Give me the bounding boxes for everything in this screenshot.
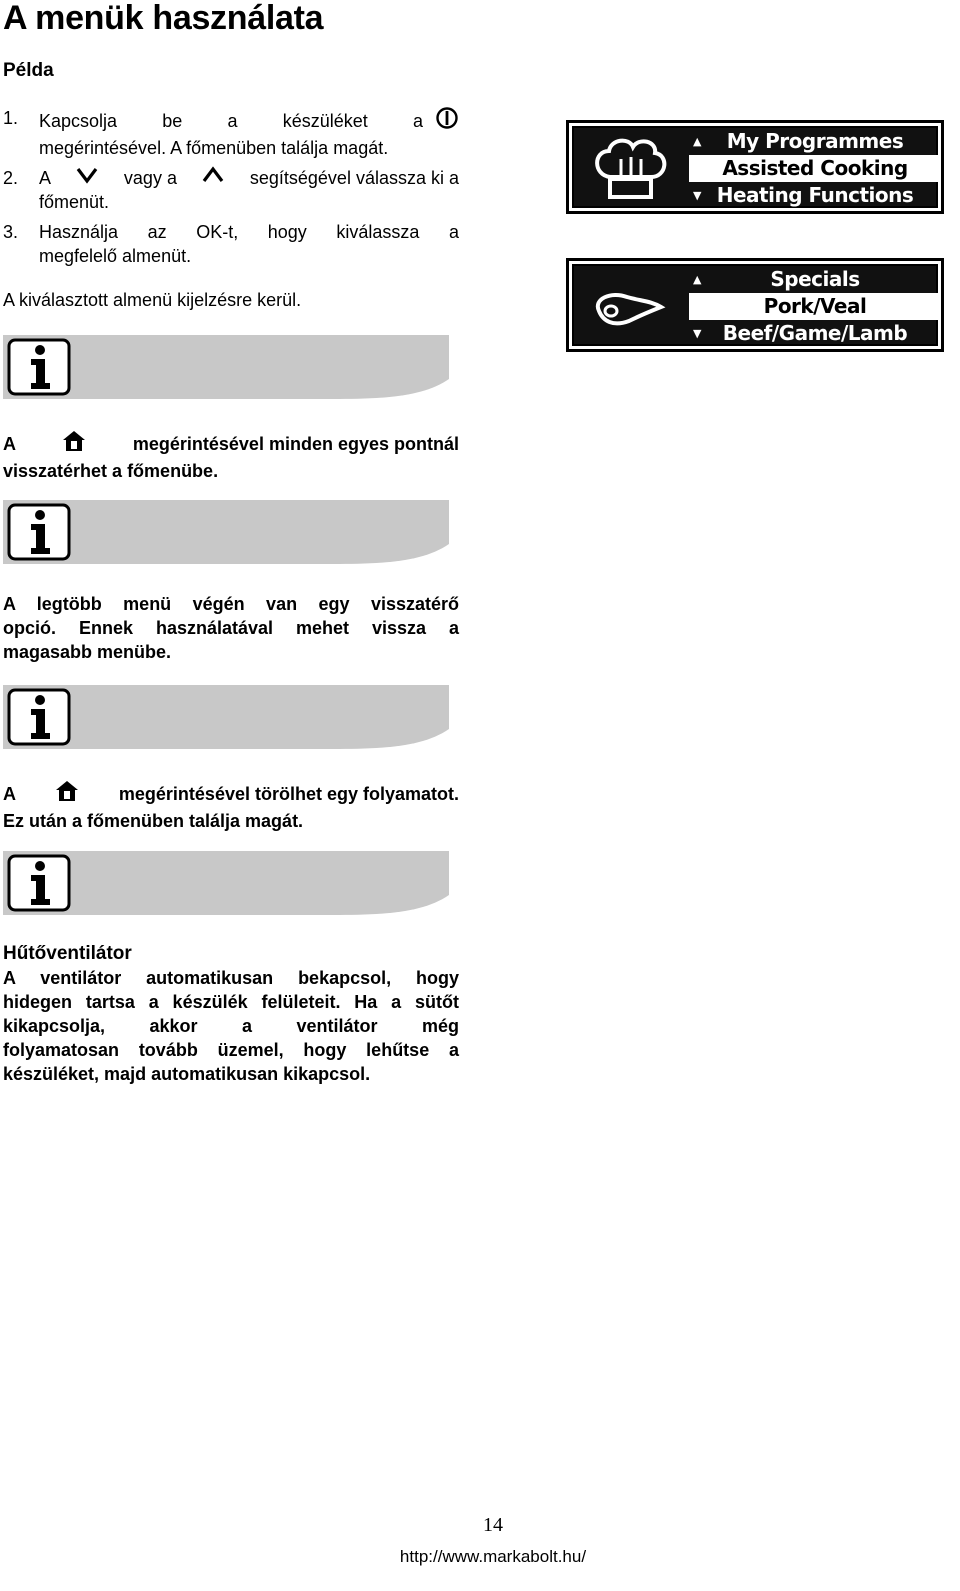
menu-row-selected: Pork/Veal bbox=[689, 293, 941, 320]
menu-row: ▼ Heating Functions bbox=[693, 183, 914, 207]
note-cancel: A megérintésével törölhet egy folyamatot. Ez után a főmenüben találja magát. bbox=[3, 779, 459, 833]
meat-icon bbox=[585, 271, 685, 341]
step-number: 1. bbox=[3, 108, 19, 128]
info-icon bbox=[9, 690, 69, 744]
submenu-shown-text: A kiválasztott almenü kijelzésre kerül. bbox=[3, 290, 302, 310]
steps-list bbox=[3, 106, 459, 274]
display-main-menu bbox=[566, 120, 944, 214]
step-number: 2. bbox=[3, 168, 19, 188]
info-bar bbox=[3, 500, 453, 566]
step-text: Kapcsolja be a készüléket a bbox=[39, 111, 423, 131]
chef-hat-icon bbox=[585, 133, 685, 203]
menu-rows bbox=[689, 128, 941, 209]
menu-row: ▲ My Programmes bbox=[693, 129, 904, 153]
info-icon bbox=[9, 856, 69, 910]
home-icon bbox=[61, 429, 87, 459]
info-icon bbox=[9, 340, 69, 394]
page-title: A menük használata bbox=[3, 0, 324, 37]
chevron-up-icon bbox=[202, 166, 224, 190]
step-number: 3. bbox=[3, 222, 19, 242]
page-number: 14 bbox=[483, 1514, 503, 1536]
step-2: 2. A vagy a segítségével válassza ki a főmenüt. bbox=[3, 168, 459, 212]
menu-rows bbox=[689, 266, 941, 347]
info-bar bbox=[3, 335, 453, 401]
info-icon bbox=[9, 505, 69, 559]
example-label: Példa bbox=[3, 60, 54, 81]
footer-url[interactable]: http://www.markabolt.hu/ bbox=[399, 1547, 587, 1566]
ventilator-title: Hűtőventilátor bbox=[3, 943, 132, 964]
info-bar bbox=[3, 685, 453, 751]
info-bar bbox=[3, 851, 453, 917]
step-1 bbox=[3, 106, 459, 160]
menu-row-selected: Assisted Cooking bbox=[689, 155, 941, 182]
home-icon bbox=[54, 779, 80, 809]
ventilator-body: A ventilátor automatikusan bekapcsol, hogy hidegen tartsa a készülék felületeit. Ha a sütőt kikapcsolja, akkor a ventilátor még folyamatosan tovább üzemel, hogy lehűtse a készüléket, majd automatikusan kikapcsol. bbox=[3, 968, 459, 1084]
display-submenu bbox=[566, 258, 944, 352]
note-return: A legtöbb menü végén van egy visszatérő opció. Ennek használatával mehet vissza a magasabb menübe. bbox=[3, 594, 459, 662]
menu-row: ▼ Beef/Game/Lamb bbox=[693, 321, 908, 345]
power-icon bbox=[435, 106, 459, 136]
menu-row: ▲ Specials bbox=[693, 267, 860, 291]
chevron-down-icon bbox=[76, 166, 98, 190]
note-home: A megérintésével minden egyes pontnál visszatérhet a főmenübe. bbox=[3, 429, 459, 483]
step-3: 3. Használja az OK-t, hogy kiválassza a megfelelő almenüt. bbox=[3, 222, 459, 266]
step-text: megérintésével. A főmenüben találja magát. bbox=[39, 138, 389, 158]
step-text: Használja az OK-t, hogy kiválassza a bbox=[39, 222, 459, 242]
